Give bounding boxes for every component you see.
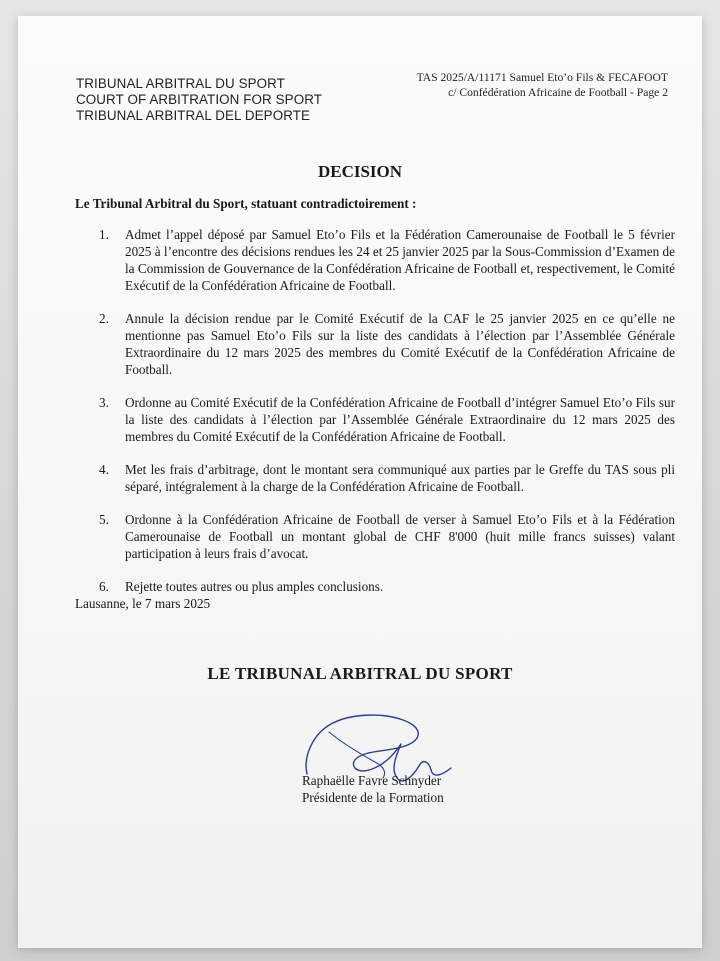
institution-name-en: COURT OF ARBITRATION FOR SPORT: [76, 92, 323, 107]
institution-header: [76, 76, 322, 124]
case-reference-line-2: c/ Confédération Africaine de Football - Page 2: [448, 86, 668, 99]
decision-intro: Le Tribunal Arbitral du Sport, statuant contradictoirement :: [75, 196, 417, 211]
decision-item: [75, 310, 675, 378]
item-text: Annule la décision rendue par le Comité Exécutif de la CAF le 25 janvier 2025 en ce qu’elle ne mentionne pas Samuel Eto’o Fils sur la liste des candidats à l’élection par l’Assemblée Générale Extraordinaire du 12 mars 2025 des membres du Comité Exécutif de la Confédération Africaine de Football.: [125, 311, 675, 377]
item-number: 5.: [99, 512, 109, 527]
decision-item: [75, 511, 675, 562]
decision-item: [75, 226, 675, 294]
item-text: Admet l’appel déposé par Samuel Eto’o Fils et la Fédération Camerounaise de Football le 5 février 2025 à l’encontre des décisions rendues les 24 et 25 janvier 2025 par la Sous-Commission d’Examen de la Commission de Gouvernance de la Confédération Africaine de Football et, respectivement, le Comité Exécutif de la Confédération Africaine de Football.: [125, 227, 675, 293]
place-date: Lausanne, le 7 mars 2025: [75, 596, 211, 611]
item-text: Met les frais d’arbitrage, dont le montant sera communiqué aux parties par le Greffe du TAS sous pli séparé, intégralement à la charge de la Confédération Africaine de Football.: [125, 462, 675, 494]
decision-item: [75, 461, 675, 495]
item-number: 4.: [99, 462, 109, 477]
case-reference-line-1: TAS 2025/A/11171 Samuel Eto’o Fils & FECAFOOT: [416, 71, 668, 84]
case-reference: [417, 70, 668, 100]
item-number: 1.: [99, 227, 109, 242]
decision-item: [75, 578, 675, 595]
decision-item: [75, 394, 675, 445]
decision-title: DECISION: [317, 162, 403, 181]
item-text: Rejette toutes autres ou plus amples conclusions.: [125, 579, 384, 594]
institution-name-es: TRIBUNAL ARBITRAL DEL DEPORTE: [76, 108, 311, 123]
signer-block: [302, 772, 444, 806]
item-number: 6.: [99, 579, 109, 594]
institution-name-fr: TRIBUNAL ARBITRAL DU SPORT: [76, 76, 285, 91]
tribunal-name: LE TRIBUNAL ARBITRAL DU SPORT: [207, 664, 513, 683]
item-text: Ordonne à la Confédération Africaine de Football de verser à Samuel Eto’o Fils et à la Fédération Camerounaise de Football un montant global de CHF 8'000 (huit mille francs suisses) valant participation à leurs frais d’avocat.: [125, 512, 675, 561]
signer-role: Présidente de la Formation: [302, 790, 444, 805]
item-number: 2.: [99, 311, 109, 326]
decision-items: [75, 226, 675, 611]
item-number: 3.: [99, 395, 109, 410]
item-text: Ordonne au Comité Exécutif de la Confédération Africaine de Football d’intégrer Samuel Eto’o Fils sur la liste des candidats à l’élection par l’Assemblée Générale Extraordinaire du 12 mars 2025 des membres du Comité Exécutif de la Confédération Africaine de Football.: [125, 395, 675, 444]
document-page: [18, 16, 702, 948]
signer-name: Raphaëlle Favre Schnyder: [302, 773, 442, 788]
